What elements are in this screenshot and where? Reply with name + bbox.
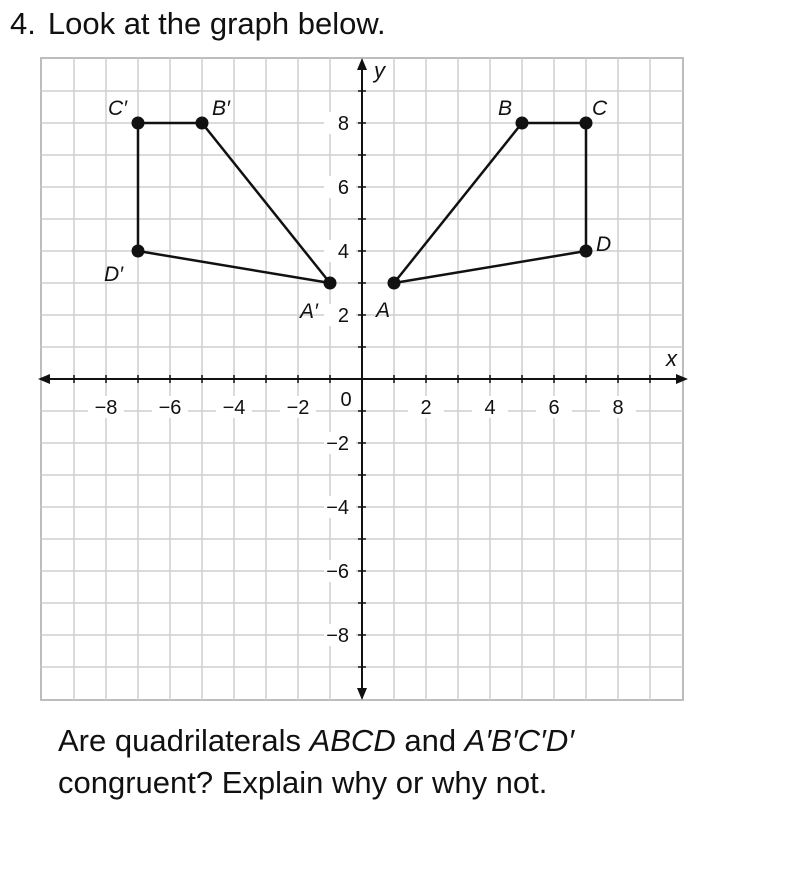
vertex-point: [132, 245, 145, 258]
problem-prompt: Look at the graph below.: [47, 6, 386, 41]
origin-label: 0: [340, 389, 352, 411]
x-tick-label: −4: [222, 397, 246, 419]
problem-number: 4.: [10, 6, 36, 41]
quadrilateral-name-2: A′B′C′D′: [464, 723, 575, 758]
x-tick-label: 8: [612, 397, 624, 419]
y-tick-label: −6: [326, 561, 349, 583]
y-tick-label: 6: [337, 177, 349, 199]
x-tick-label: 2: [420, 397, 432, 419]
vertex-point: [516, 117, 529, 130]
vertex-point: [580, 245, 593, 258]
y-tick-label: −2: [326, 433, 349, 455]
vertex-label: B: [498, 97, 513, 120]
y-tick-label: 2: [337, 305, 349, 327]
x-tick-label: −2: [286, 397, 310, 419]
vertex-label: D: [596, 233, 612, 256]
y-axis-label: y: [374, 58, 385, 83]
vertex-label: A′: [300, 300, 318, 323]
vertex-label: C′: [108, 97, 128, 120]
question-line-1: [58, 720, 574, 762]
vertex-point: [132, 117, 145, 130]
x-tick-label: −8: [94, 397, 118, 419]
question-line1-and: and: [395, 723, 465, 758]
x-axis-label: x: [666, 346, 677, 371]
vertex-point: [196, 117, 209, 130]
y-tick-label: −4: [326, 497, 349, 519]
y-tick-label: −8: [326, 625, 349, 647]
vertex-label: D′: [104, 263, 124, 286]
vertex-point: [580, 117, 593, 130]
question-line1-start: Are quadrilaterals: [58, 723, 310, 758]
question-line-2: congruent? Explain why or why not.: [58, 765, 548, 800]
vertex-point: [388, 277, 401, 290]
quadrilateral-name-1: ABCD: [309, 723, 396, 758]
vertex-point: [324, 277, 337, 290]
x-tick-label: −6: [158, 397, 182, 419]
x-tick-label: 4: [484, 397, 496, 419]
vertex-label: B′: [212, 97, 230, 120]
y-tick-label: 4: [337, 241, 349, 263]
vertex-label: A: [376, 299, 391, 322]
x-tick-label: 6: [548, 397, 560, 419]
question-text: [58, 720, 574, 804]
y-tick-label: 8: [337, 113, 349, 135]
vertex-label: C: [592, 97, 608, 120]
